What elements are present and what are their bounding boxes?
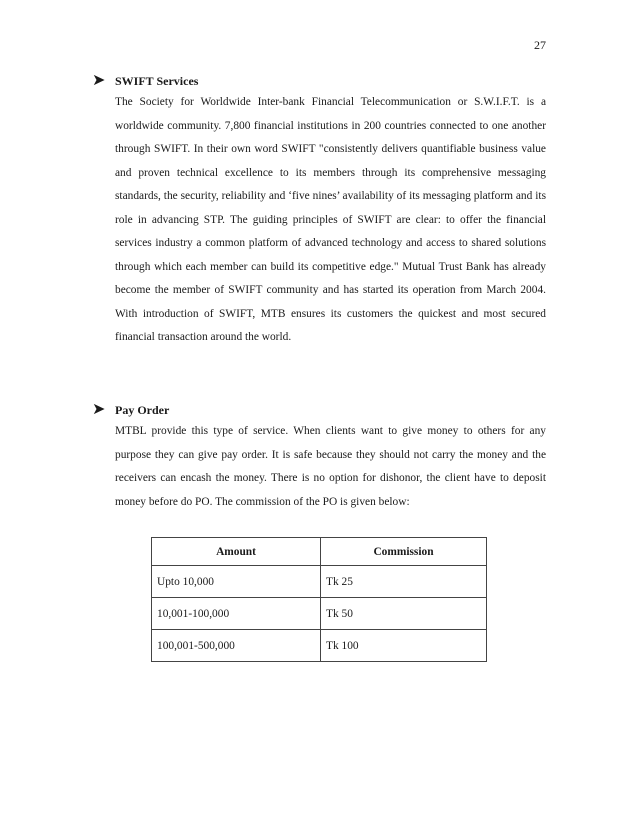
table-header-row bbox=[152, 538, 487, 566]
amount-cell: 100,001-500,000 bbox=[152, 630, 321, 662]
amount-cell: 10,001-100,000 bbox=[152, 598, 321, 630]
column-header-amount: Amount bbox=[152, 538, 321, 566]
table-row bbox=[152, 630, 487, 662]
amount-cell: Upto 10,000 bbox=[152, 566, 321, 598]
section-swift-services bbox=[92, 73, 546, 350]
commission-cell: Tk 25 bbox=[321, 566, 487, 598]
section-pay-order bbox=[92, 402, 546, 514]
table-row bbox=[152, 598, 487, 630]
commission-cell: Tk 50 bbox=[321, 598, 487, 630]
commission-cell: Tk 100 bbox=[321, 630, 487, 662]
section-heading: SWIFT Services bbox=[115, 74, 199, 88]
arrow-bullet-icon: ➤ bbox=[92, 401, 106, 418]
section-heading-row bbox=[92, 402, 546, 420]
commission-table bbox=[151, 537, 487, 662]
section-paragraph: MTBL provide this type of service. When clients want to give money to others for any purpose they can give pay order. It is safe because they should not carry the money and the receivers can encash the money. There is no option for dishonor, the client have to deposit money before do PO. The commission of the PO is given below: bbox=[115, 425, 546, 508]
section-paragraph: The Society for Worldwide Inter-bank Financial Telecommunication or S.W.I.F.T. is a worldwide community. 7,800 financial institutions in 200 countries connected to one another through SWIFT. In their own word SWIFT "consistently delivers quantifiable business value and proven technical excellence to its members through its comprehensive messaging standards, the security, reliability and ‘five nines’ availability of its messaging platform and its role in advancing STP. The guiding principles of SWIFT are clear: to offer the financial services industry a common platform of advanced technology and access to shared solutions through which each member can build its competitive edge." Mutual Trust Bank has already become the member of SWIFT community and has started its operation from March 2004. With introduction of SWIFT, MTB ensures its customers the quickest and most secured financial transaction around the world. bbox=[115, 96, 546, 343]
section-heading: Pay Order bbox=[115, 403, 170, 417]
section-heading-row bbox=[92, 73, 546, 91]
page-number: 27 bbox=[534, 38, 546, 52]
arrow-bullet-icon: ➤ bbox=[92, 72, 106, 89]
column-header-commission: Commission bbox=[321, 538, 487, 566]
table-row bbox=[152, 566, 487, 598]
